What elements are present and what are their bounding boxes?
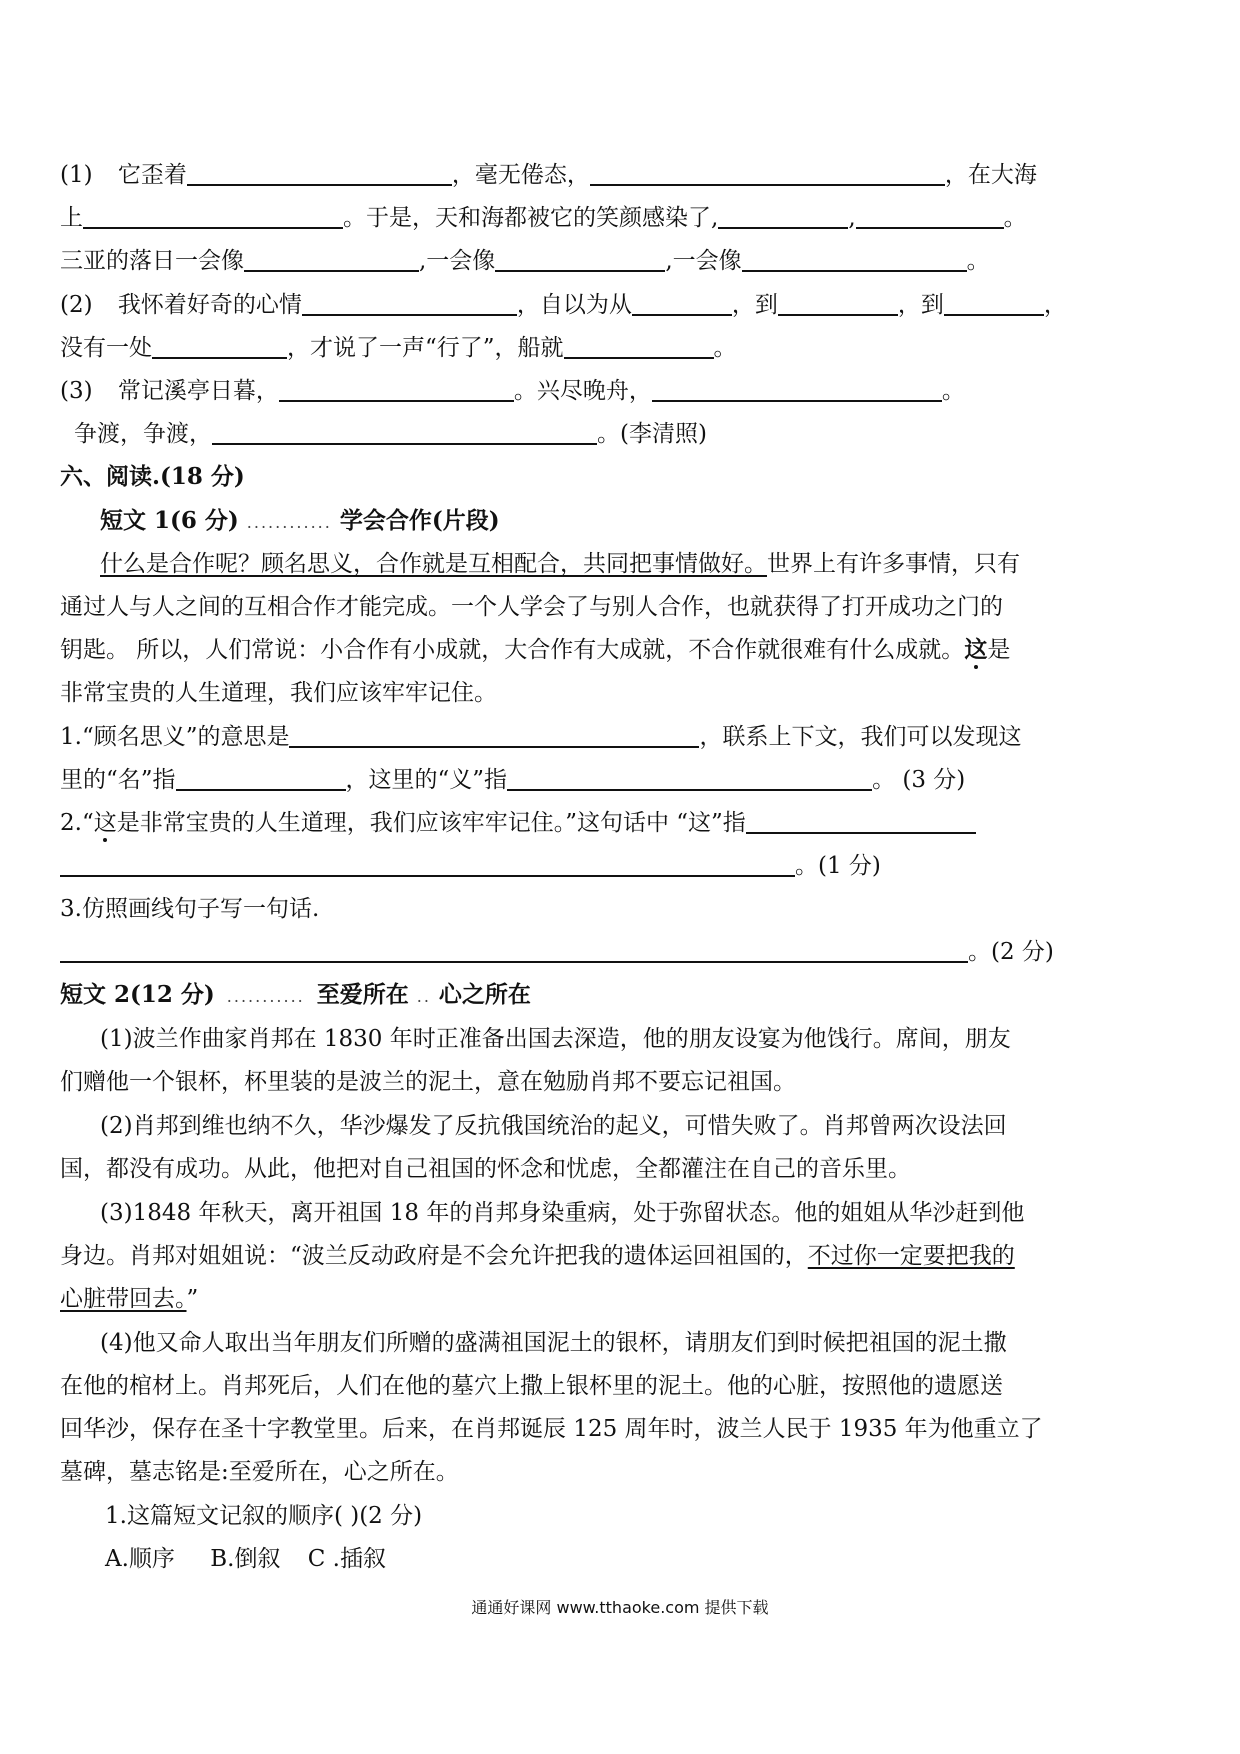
passage2-p4-line4: 墓碑，墓志铭是:至爱所在，心之所在。	[60, 1459, 459, 1485]
emphasis-mark: 这	[964, 636, 988, 663]
answer-blank[interactable]	[632, 290, 732, 316]
fill-q1-line2: 上 。于是，天和海都被它的笑颜感染了, , 。	[60, 205, 1027, 231]
answer-blank[interactable]	[302, 290, 517, 316]
page-footer: 通通好课网 www.tthaoke.com 提供下载	[471, 1598, 769, 1617]
option-c[interactable]: C .插叙	[307, 1546, 386, 1572]
dot-leader: ..	[416, 987, 431, 1006]
section-title: 六、阅读.(18 分)	[60, 463, 245, 490]
p1-q1-line1: 1.“顾名思义”的意思是 ，联系上下文，我们可以发现这	[60, 724, 1022, 750]
passage1-line2: 通过人与人之间的互相合作才能完成。一个人学会了与别人合作，也就获得了打开成功之门的	[60, 594, 1003, 620]
passage2-p3-line2: 身边。肖邦对姐姐说：“波兰反动政府是不会允许把我的遗体运回祖国的，不过你一定要把我的	[60, 1243, 1015, 1269]
p2-q1-options	[105, 1544, 386, 1574]
answer-blank[interactable]	[495, 246, 665, 272]
p1-q3-line2: 。(2 分)	[60, 937, 1054, 967]
answer-blank[interactable]	[778, 290, 898, 316]
passage2-p1-line1: (1)波兰作曲家肖邦在 1830 年时正准备出国去深造，他的朋友设宴为他饯行。席间，朋友	[100, 1026, 1011, 1052]
passage2-p4-line2: 在他的棺材上。肖邦死后，人们在他的墓穴上撒上银杯里的泥土。他的心脏，按照他的遗愿送	[60, 1373, 1003, 1399]
answer-blank[interactable]	[652, 376, 942, 402]
q-number: (3)	[60, 378, 93, 404]
p1-q2-line1: 2.“这是非常宝贵的人生道理，我们应该牢牢记住。”这句话中 “这”指	[60, 808, 976, 838]
answer-blank[interactable]	[60, 851, 795, 877]
passage-heading: 短文 1(6 分)	[100, 507, 239, 534]
q-number: (1)	[60, 162, 93, 188]
answer-blank[interactable]	[944, 290, 1044, 316]
passage-heading: 短文 2(12 分)	[60, 981, 215, 1008]
option-a[interactable]: A.顺序	[105, 1546, 175, 1572]
passage2-p1-line2: 们赠他一个银杯，杯里装的是波兰的泥土，意在勉励肖邦不要忘记祖国。	[60, 1069, 796, 1095]
answer-blank[interactable]	[507, 765, 872, 791]
q-number: (2)	[60, 292, 93, 318]
underlined-sentence: 什么是合作呢？顾名思义，合作就是互相配合，共同把事情做好。	[100, 551, 767, 577]
answer-blank[interactable]	[176, 765, 346, 791]
answer-blank[interactable]	[564, 333, 714, 359]
fill-q2-line1: (2) 我怀着好奇的心情 ，自以为从 ，到 ，到 ，	[60, 292, 1067, 318]
p1-q3-line1: 3.仿照画线句子写一句话.	[60, 896, 320, 922]
answer-blank[interactable]	[60, 937, 968, 963]
fill-q3-line2: 争渡，争渡， 。(李清照)	[74, 421, 707, 447]
fill-q1-line1: (1) 它歪着 ，毫无倦态， ，在大海	[60, 162, 1037, 188]
passage2-p4-line3: 回华沙，保存在圣十字教堂里。后来，在肖邦诞辰 125 周年时，波兰人民于 1935 年为他重立了	[60, 1416, 1043, 1442]
fill-q2-line2: 没有一处 ，才说了一声“行了”，船就 。	[60, 335, 737, 361]
passage-title: 至爱所在	[316, 981, 409, 1008]
passage1-line1: 什么是合作呢？顾名思义，合作就是互相配合，共同把事情做好。世界上有许多事情，只有	[100, 551, 1020, 577]
answer-blank[interactable]	[718, 203, 848, 229]
answer-blank[interactable]	[590, 160, 945, 186]
dot-leader: ...........	[226, 987, 305, 1006]
emphasis-mark: 这	[93, 810, 117, 836]
answer-blank[interactable]	[279, 376, 514, 402]
p2-q1: 1.这篇短文记叙的顺序( )(2 分)	[105, 1503, 423, 1529]
p1-q1-line2: 里的“名”指 ，这里的“义”指 。 (3 分)	[60, 767, 966, 793]
answer-blank[interactable]	[742, 246, 967, 272]
passage2-p3-line1: (3)1848 年秋天，离开祖国 18 年的肖邦身染重病，处于弥留状态。他的姐姐从华沙赶到他	[100, 1200, 1025, 1226]
answer-blank[interactable]	[746, 808, 976, 834]
answer-blank[interactable]	[187, 160, 452, 186]
underlined-sentence: 不过你一定要把我的	[807, 1243, 1015, 1269]
passage1-header	[100, 506, 500, 536]
passage2-header	[60, 980, 531, 1010]
answer-blank[interactable]	[83, 203, 343, 229]
passage1-line4: 非常宝贵的人生道理，我们应该牢牢记住。	[60, 680, 497, 706]
passage-title: 学会合作(片段)	[339, 507, 500, 534]
passage2-p3-line3: 心脏带回去。”	[60, 1286, 199, 1312]
p1-q2-line2: 。(1 分)	[60, 851, 881, 881]
passage1-line3: 钥匙。 所以，人们常说：小合作有小成就，大合作有大成就，不合作就很难有什么成就。这是	[60, 636, 1011, 663]
passage2-p4-line1: (4)他又命人取出当年朋友们所赠的盛满祖国泥土的银杯，请朋友们到时候把祖国的泥土撒	[100, 1330, 1007, 1356]
option-b[interactable]: B.倒叙	[210, 1546, 281, 1572]
answer-blank[interactable]	[244, 246, 419, 272]
underlined-sentence: 心脏带回去。	[60, 1286, 187, 1312]
fill-q3-line1: (3) 常记溪亭日暮， 。兴尽晚舟， 。	[60, 378, 965, 404]
passage2-p2-line2: 国，都没有成功。从此，他把对自己祖国的怀念和忧虑，全都灌注在自己的音乐里。	[60, 1156, 911, 1182]
passage2-p2-line1: (2)肖邦到维也纳不久，华沙爆发了反抗俄国统治的起义，可惜失败了。肖邦曾两次设法回	[100, 1113, 1007, 1139]
answer-blank[interactable]	[289, 722, 699, 748]
answer-blank[interactable]	[152, 333, 287, 359]
passage-title: 心之所在	[438, 981, 531, 1008]
answer-blank[interactable]	[212, 419, 597, 445]
fill-q1-line3: 三亚的落日一会像 ,一会像 ,一会像 。	[60, 248, 990, 274]
answer-blank[interactable]	[856, 203, 1004, 229]
dot-leader: ............	[246, 513, 332, 532]
